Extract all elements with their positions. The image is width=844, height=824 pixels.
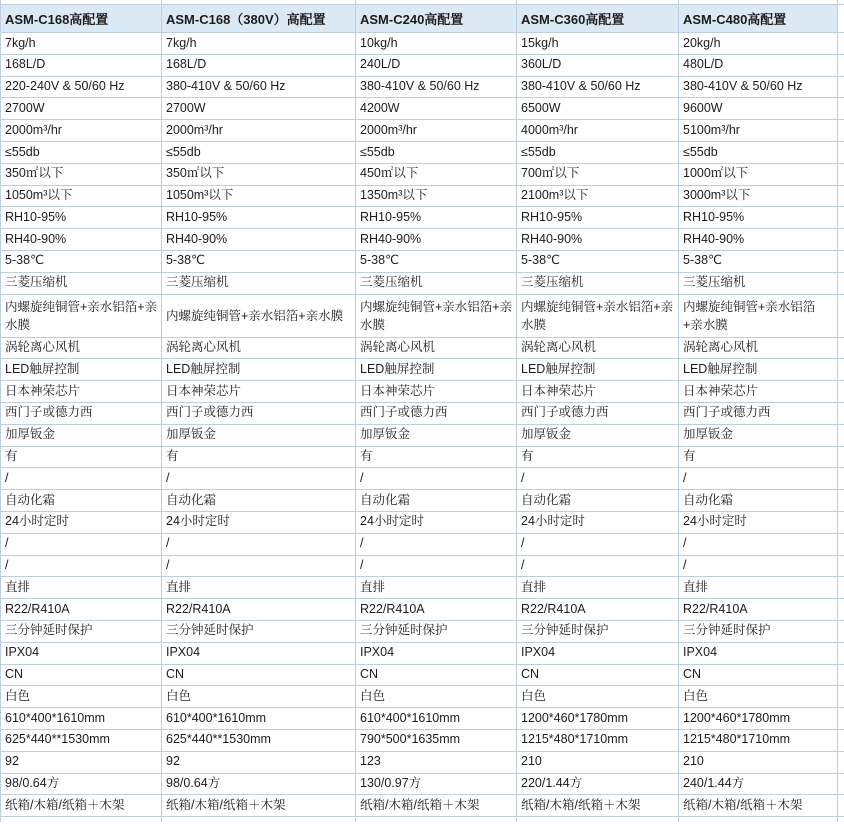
table-edge-sliver [838, 337, 844, 359]
table-row [1, 98, 844, 120]
table-edge-sliver [838, 98, 844, 120]
spec-cell: RH40-90% [356, 229, 517, 251]
spec-cell: 内螺旋纯铜管+亲水铝箔+亲水膜 [1, 294, 162, 337]
spec-cell: 内螺旋纯铜管+亲水铝箔+亲水膜 [162, 294, 356, 337]
spec-cell: 三分钟延时保护 [356, 620, 517, 642]
spec-cell: 三菱压缩机 [517, 272, 679, 294]
spec-cell: 5-38℃ [356, 250, 517, 272]
spec-cell: 240L/D [356, 54, 517, 76]
spec-cell: 2000m³/hr [1, 120, 162, 142]
spec-cell: 三菱压缩机 [679, 272, 838, 294]
spec-cell: / [162, 555, 356, 577]
spec-cell: 4000m³/hr [517, 120, 679, 142]
spec-cell: 白色 [1, 686, 162, 708]
spec-cell: / [679, 468, 838, 490]
spec-cell: IPX04 [356, 642, 517, 664]
spec-cell: 三菱压缩机 [1, 272, 162, 294]
spec-cell: LED触屏控制 [679, 359, 838, 381]
spec-cell: 日本神荣芯片 [679, 381, 838, 403]
cutoff-cell [517, 817, 679, 823]
spec-cell: RH10-95% [356, 207, 517, 229]
table-row [1, 686, 844, 708]
spec-cell: 白色 [679, 686, 838, 708]
table-row [1, 229, 844, 251]
table-edge-sliver [838, 359, 844, 381]
spec-cell: 日本神荣芯片 [517, 381, 679, 403]
table-edge-sliver [838, 599, 844, 621]
table-edge-sliver [838, 490, 844, 512]
table-row [1, 424, 844, 446]
spec-cell: CN [356, 664, 517, 686]
spec-cell: LED触屏控制 [356, 359, 517, 381]
table-row [1, 185, 844, 207]
table-row [1, 511, 844, 533]
spec-cell: 涡轮离心风机 [1, 337, 162, 359]
spec-cell: 内螺旋纯铜管+亲水铝箔+亲水膜 [517, 294, 679, 337]
spec-cell: LED触屏控制 [162, 359, 356, 381]
spec-cell: 2700W [1, 98, 162, 120]
table-row [1, 729, 844, 751]
spec-cell: R22/R410A [162, 599, 356, 621]
table-edge-sliver [838, 33, 844, 55]
spec-cell: / [356, 468, 517, 490]
spec-cell: 西门子或德力西 [162, 402, 356, 424]
spec-cell: 直排 [1, 577, 162, 599]
spec-cell: / [1, 533, 162, 555]
spec-cell: 内螺旋纯铜管+亲水铝箔+亲水膜 [679, 294, 838, 337]
spec-cell: 20kg/h [679, 33, 838, 55]
spec-cell: 9600W [679, 98, 838, 120]
table-row [1, 294, 844, 337]
spec-cell: IPX04 [517, 642, 679, 664]
spec-cell: 450㎡以下 [356, 163, 517, 185]
spec-cell: 380-410V & 50/60 Hz [162, 76, 356, 98]
cutoff-cell [679, 817, 838, 823]
spec-cell: CN [1, 664, 162, 686]
spec-cell: RH10-95% [679, 207, 838, 229]
spec-cell: 涡轮离心风机 [679, 337, 838, 359]
table-edge-sliver [838, 795, 844, 817]
spec-cell: 790*500*1635mm [356, 729, 517, 751]
spec-cell: 92 [1, 751, 162, 773]
spec-cell: 直排 [517, 577, 679, 599]
table-edge-sliver [838, 642, 844, 664]
spec-cell: 有 [162, 446, 356, 468]
spec-cell: 西门子或德力西 [1, 402, 162, 424]
table-row [1, 163, 844, 185]
table-edge-sliver [838, 773, 844, 795]
spec-cell: 自动化霜 [517, 490, 679, 512]
table-row [1, 76, 844, 98]
spec-cell: RH10-95% [517, 207, 679, 229]
spec-cell: 三分钟延时保护 [679, 620, 838, 642]
spec-cell: 1350m³以下 [356, 185, 517, 207]
cutoff-cell [1, 817, 162, 823]
spec-cell: 涡轮离心风机 [517, 337, 679, 359]
spec-cell: R22/R410A [356, 599, 517, 621]
spec-cell: 4200W [356, 98, 517, 120]
spec-cell: 3000m³以下 [679, 185, 838, 207]
spec-cell: 610*400*1610mm [356, 708, 517, 730]
spec-cell: 日本神荣芯片 [162, 381, 356, 403]
spec-cell: 360L/D [517, 54, 679, 76]
spec-cell: 纸箱/木箱/纸箱＋木架 [517, 795, 679, 817]
table-edge-sliver [838, 664, 844, 686]
spec-cell: 纸箱/木箱/纸箱＋木架 [356, 795, 517, 817]
table-edge-sliver [838, 620, 844, 642]
spec-cell: ≤55db [1, 141, 162, 163]
spec-cell: 三菱压缩机 [356, 272, 517, 294]
spec-cell: 白色 [162, 686, 356, 708]
spec-cell: 自动化霜 [162, 490, 356, 512]
spec-cell: 5-38℃ [679, 250, 838, 272]
spec-cell: 380-410V & 50/60 Hz [356, 76, 517, 98]
spec-cell: 210 [679, 751, 838, 773]
table-row [1, 555, 844, 577]
table-edge-sliver [838, 424, 844, 446]
table-row [1, 642, 844, 664]
table-row [1, 33, 844, 55]
table-edge-sliver [838, 294, 844, 337]
table-edge-sliver [838, 163, 844, 185]
spec-cell: 有 [1, 446, 162, 468]
spec-cell: R22/R410A [517, 599, 679, 621]
spec-cell: 三分钟延时保护 [162, 620, 356, 642]
spec-cell: 24小时定时 [162, 511, 356, 533]
spec-cell: / [517, 533, 679, 555]
spec-cell: 有 [517, 446, 679, 468]
spec-cell: 2000m³/hr [356, 120, 517, 142]
table-edge-sliver [838, 5, 844, 33]
spec-cell: 1050m³以下 [162, 185, 356, 207]
table-row [1, 773, 844, 795]
spec-cell: 1000㎡以下 [679, 163, 838, 185]
spec-cell: 168L/D [162, 54, 356, 76]
spec-cell: 98/0.64方 [162, 773, 356, 795]
table-edge-sliver [838, 141, 844, 163]
spec-cell: 1215*480*1710mm [679, 729, 838, 751]
spec-cell: 380-410V & 50/60 Hz [679, 76, 838, 98]
spec-cell: 24小时定时 [1, 511, 162, 533]
spec-cell: RH40-90% [517, 229, 679, 251]
cutoff-cell [162, 817, 356, 823]
table-edge-sliver [838, 751, 844, 773]
spec-cell: 10kg/h [356, 33, 517, 55]
column-header: ASM-C240高配置 [356, 5, 517, 33]
table-edge-sliver [838, 729, 844, 751]
spec-cell: 直排 [162, 577, 356, 599]
spec-cell: 直排 [679, 577, 838, 599]
spec-cell: / [679, 555, 838, 577]
spec-cell: 480L/D [679, 54, 838, 76]
table-row [1, 337, 844, 359]
table-edge-sliver [838, 708, 844, 730]
spec-cell: RH40-90% [162, 229, 356, 251]
table-row [1, 141, 844, 163]
table-row [1, 120, 844, 142]
spec-cell: 有 [679, 446, 838, 468]
spec-cell: ≤55db [356, 141, 517, 163]
spec-cell: 5-38℃ [162, 250, 356, 272]
table-edge-sliver [838, 250, 844, 272]
table-row [1, 446, 844, 468]
table-row [1, 795, 844, 817]
spec-cell: 1215*480*1710mm [517, 729, 679, 751]
spec-cell: RH10-95% [1, 207, 162, 229]
spec-cell: ≤55db [517, 141, 679, 163]
spec-table-body [1, 33, 844, 817]
spec-cell: 1200*460*1780mm [517, 708, 679, 730]
table-row [1, 250, 844, 272]
cutoff-cell [356, 817, 517, 823]
spec-cell: ≤55db [679, 141, 838, 163]
spec-cell: 纸箱/木箱/纸箱＋木架 [1, 795, 162, 817]
spec-cell: RH40-90% [1, 229, 162, 251]
spec-cell: 92 [162, 751, 356, 773]
spec-cell: 350㎡以下 [162, 163, 356, 185]
table-edge-sliver [838, 511, 844, 533]
spec-cell: R22/R410A [679, 599, 838, 621]
spec-cell: 210 [517, 751, 679, 773]
table-edge-sliver [838, 381, 844, 403]
spec-cell: 日本神荣芯片 [356, 381, 517, 403]
spec-cell: CN [162, 664, 356, 686]
table-row [1, 402, 844, 424]
spec-cell: 98/0.64方 [1, 773, 162, 795]
table-row [1, 751, 844, 773]
spec-cell: 三分钟延时保护 [1, 620, 162, 642]
table-row [1, 207, 844, 229]
spec-cell: 625*440**1530mm [1, 729, 162, 751]
spec-cell: 220/1.44方 [517, 773, 679, 795]
spec-cell: 2700W [162, 98, 356, 120]
spec-cell: 纸箱/木箱/纸箱＋木架 [679, 795, 838, 817]
table-edge-sliver [838, 272, 844, 294]
spec-cell: 5-38℃ [517, 250, 679, 272]
spec-cell: 西门子或德力西 [517, 402, 679, 424]
spec-cell: LED触屏控制 [517, 359, 679, 381]
spec-cell: 加厚钣金 [356, 424, 517, 446]
table-edge-sliver [838, 207, 844, 229]
spec-cell: 610*400*1610mm [162, 708, 356, 730]
spec-cell: RH40-90% [679, 229, 838, 251]
column-header: ASM-C360高配置 [517, 5, 679, 33]
spec-cell: 加厚钣金 [162, 424, 356, 446]
spec-cell: 6500W [517, 98, 679, 120]
table-edge-sliver [838, 185, 844, 207]
spec-cell: 1200*460*1780mm [679, 708, 838, 730]
spec-cell: 白色 [356, 686, 517, 708]
table-edge-sliver [838, 577, 844, 599]
spec-cell: / [517, 555, 679, 577]
spec-cell: 涡轮离心风机 [356, 337, 517, 359]
spec-cell: / [517, 468, 679, 490]
spec-cell: / [1, 468, 162, 490]
table-row [1, 599, 844, 621]
table-row [1, 490, 844, 512]
table-row [1, 664, 844, 686]
spec-cell: 内螺旋纯铜管+亲水铝箔+亲水膜 [356, 294, 517, 337]
table-row [1, 381, 844, 403]
spec-cell: 24小时定时 [679, 511, 838, 533]
spec-cell: 直排 [356, 577, 517, 599]
spec-cell: 168L/D [1, 54, 162, 76]
spec-cell: / [162, 533, 356, 555]
spec-cell: 130/0.97方 [356, 773, 517, 795]
spec-cell: 西门子或德力西 [356, 402, 517, 424]
table-row [1, 533, 844, 555]
spec-cell: 自动化霜 [356, 490, 517, 512]
table-edge-sliver [838, 229, 844, 251]
table-edge-sliver [838, 120, 844, 142]
table-row [1, 577, 844, 599]
table-edge-sliver [838, 555, 844, 577]
column-header: ASM-C168高配置 [1, 5, 162, 33]
spec-cell: CN [679, 664, 838, 686]
cutoff-cell [838, 817, 844, 823]
table-edge-sliver [838, 76, 844, 98]
spec-cell: 加厚钣金 [679, 424, 838, 446]
spec-cell: CN [517, 664, 679, 686]
spec-cell: / [356, 533, 517, 555]
header-row [1, 5, 844, 33]
table-edge-sliver [838, 446, 844, 468]
spec-cell: LED触屏控制 [1, 359, 162, 381]
spec-cell: 日本神荣芯片 [1, 381, 162, 403]
table-row [1, 272, 844, 294]
spec-cell: 350㎡以下 [1, 163, 162, 185]
spec-cell: 涡轮离心风机 [162, 337, 356, 359]
spec-cell: 7kg/h [162, 33, 356, 55]
spec-cell: / [162, 468, 356, 490]
spec-cell: / [1, 555, 162, 577]
table-edge-sliver [838, 686, 844, 708]
spec-cell: 24小时定时 [356, 511, 517, 533]
table-row [1, 468, 844, 490]
spec-cell: 7kg/h [1, 33, 162, 55]
spec-cell: 加厚钣金 [1, 424, 162, 446]
spec-cell: 2100m³以下 [517, 185, 679, 207]
spec-cell: 625*440**1530mm [162, 729, 356, 751]
spec-cell: 加厚钣金 [517, 424, 679, 446]
table-row [1, 54, 844, 76]
spec-cell: 240/1.44方 [679, 773, 838, 795]
spec-cell: 有 [356, 446, 517, 468]
spec-cell: 24小时定时 [517, 511, 679, 533]
spec-cell: 纸箱/木箱/纸箱＋木架 [162, 795, 356, 817]
spec-cell: 5-38℃ [1, 250, 162, 272]
cutoff-row-bottom [1, 817, 844, 823]
spec-cell: 自动化霜 [679, 490, 838, 512]
table-edge-sliver [838, 468, 844, 490]
table-row [1, 359, 844, 381]
column-header: ASM-C168（380V）高配置 [162, 5, 356, 33]
spec-cell: 15kg/h [517, 33, 679, 55]
spec-cell: 380-410V & 50/60 Hz [517, 76, 679, 98]
spec-cell: 三菱压缩机 [162, 272, 356, 294]
table-edge-sliver [838, 402, 844, 424]
table-edge-sliver [838, 533, 844, 555]
spec-cell: 三分钟延时保护 [517, 620, 679, 642]
spec-cell: 123 [356, 751, 517, 773]
spec-cell: 5100m³/hr [679, 120, 838, 142]
spec-cell: 2000m³/hr [162, 120, 356, 142]
spec-cell: 220-240V & 50/60 Hz [1, 76, 162, 98]
table-row [1, 620, 844, 642]
spec-cell: IPX04 [162, 642, 356, 664]
spec-cell: 白色 [517, 686, 679, 708]
spec-cell: 自动化霜 [1, 490, 162, 512]
spec-cell: 西门子或德力西 [679, 402, 838, 424]
spec-cell: R22/R410A [1, 599, 162, 621]
spec-cell: RH10-95% [162, 207, 356, 229]
spec-cell: IPX04 [1, 642, 162, 664]
spec-cell: 610*400*1610mm [1, 708, 162, 730]
spec-cell: / [679, 533, 838, 555]
table-edge-sliver [838, 54, 844, 76]
spec-cell: ≤55db [162, 141, 356, 163]
spec-cell: 700㎡以下 [517, 163, 679, 185]
spec-cell: 1050m³以下 [1, 185, 162, 207]
spec-cell: / [356, 555, 517, 577]
column-header: ASM-C480高配置 [679, 5, 838, 33]
spec-cell: IPX04 [679, 642, 838, 664]
table-row [1, 708, 844, 730]
